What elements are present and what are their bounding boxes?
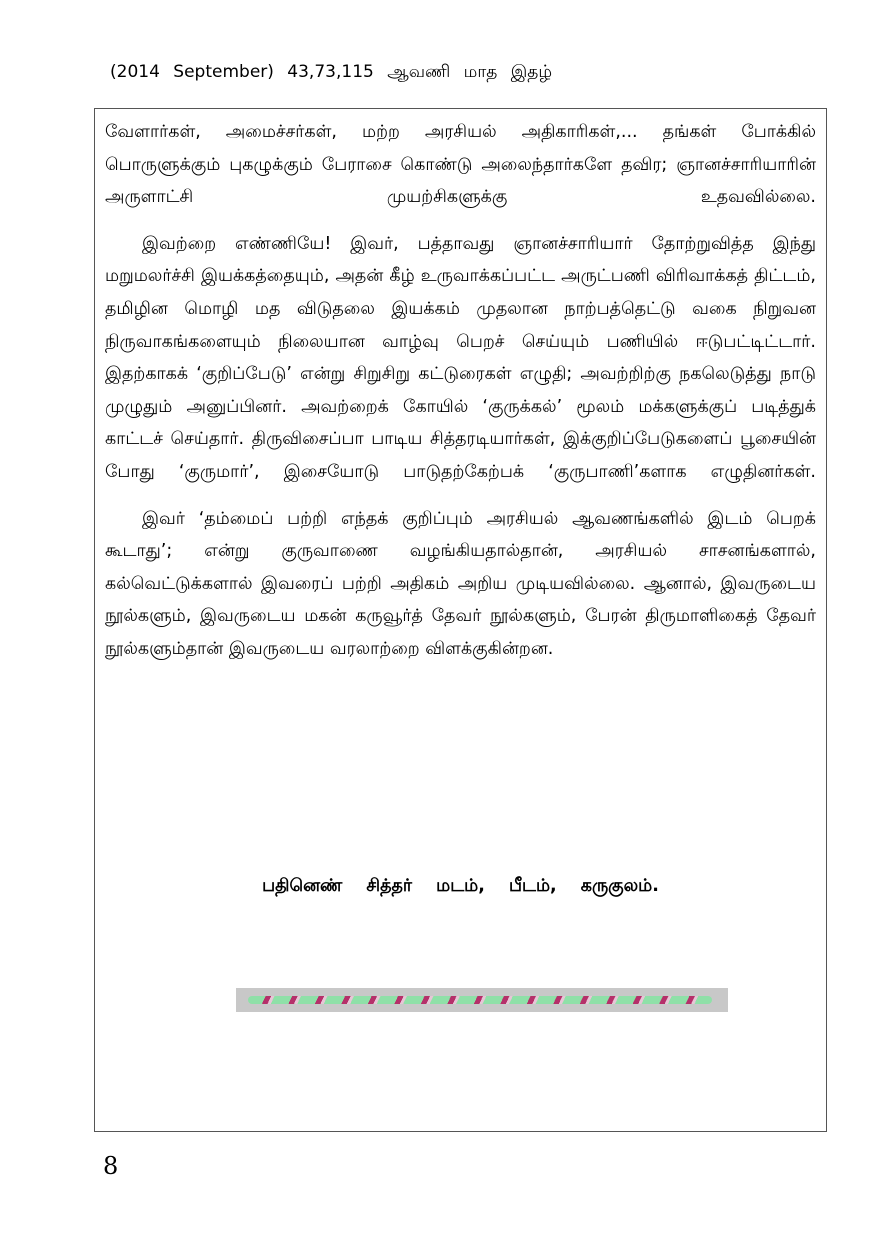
- striped-rope-divider-icon: [248, 996, 712, 1004]
- paragraph-1: வேளார்கள், அமைச்சர்கள், மற்ற அரசியல் அதிகாரிகள்,... தங்கள் போக்கில் பொருளுக்கும் புகழுக்கும் பேராசை கொண்டு அலைந்தார்களே தவிர; ஞானச்சாரியாரின் அருளாட்சி முயற்சிகளுக்கு உதவவில்லை.: [105, 122, 816, 208]
- page-number: 8: [103, 1152, 119, 1180]
- paragraph-2: இவற்றை எண்ணியே! இவர், பத்தாவது ஞானச்சாரியார் தோற்றுவித்த இந்து மறுமலர்ச்சி இயக்கத்தையும், அதன் கீழ் உருவாக்கப்பட்ட அருட்பணி விரிவாக்கத் திட்டம், தமிழின மொழி மத விடுதலை இயக்கம் முதலான நாற்பத்தெட்டு வகை நிறுவன நிருவாகங்களையும் நிலையான வாழ்வு பெறச் செய்யும் பணியில் ஈடுபட்டிட்டார். இதற்காகக் ‘குறிப்பேடு’ என்று சிறுசிறு கட்டுரைகள் எழுதி; அவற்றிற்கு நகலெடுத்து நாடு முழுதும் அனுப்பினர். அவற்றைக் கோயில் ‘குருக்கல்’ மூலம் மக்களுக்குப் படித்துக் காட்டச் செய்தார். திருவிசைப்பா பாடிய சித்தரடியார்கள், இக்குறிப்பேடுகளைப் பூசையின் போது ‘குருமார்’, இசையோடு பாடுதற்கேற்பக் ‘குருபாணி’களாக எழுதினர்கள்.: [105, 233, 816, 482]
- publisher-line: பதினெண் சித்தர் மடம், பீடம், கருகுலம்.: [262, 876, 659, 896]
- decorative-divider: [236, 988, 728, 1012]
- article-body: [105, 116, 816, 680]
- page-header: (2014 September) 43,73,115 ஆவணி மாத இதழ்: [110, 62, 553, 82]
- paragraph-3: இவர் ‘தம்மைப் பற்றி எந்தக் குறிப்பும் அரசியல் ஆவணங்களில் இடம் பெறக் கூடாது’; என்று குருவாணை வழங்கியதால்தான், அரசியல் சாசனங்களால், கல்வெட்டுக்களால் இவரைப் பற்றி அதிகம் அறிய முடியவில்லை. ஆனால், இவருடைய நூல்களும், இவருடைய மகன் கருவூர்த் தேவர் நூல்களும், பேரன் திருமாளிகைத் தேவர் நூல்களும்தான் இவருடைய வரலாற்றை விளக்குகின்றன.: [105, 508, 816, 659]
